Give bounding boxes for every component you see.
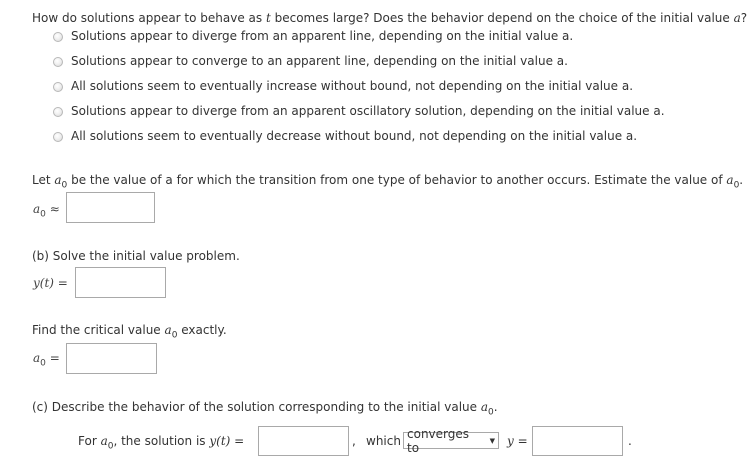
radio-button[interactable] [53, 32, 63, 42]
radio-button[interactable] [53, 82, 63, 92]
a0-variable: a [100, 434, 108, 448]
a0-subscript: 0 [61, 180, 68, 191]
radio-label: Solutions appear to diverge from an apparent line, depending on the initial value a. [71, 29, 574, 43]
solution-is-text: , the solution is [113, 434, 206, 448]
radio-button[interactable] [53, 107, 63, 117]
a0-subscript: 0 [40, 358, 46, 369]
radio-label: Solutions appear to diverge from an apparent oscillatory solution, depending on the initial value a. [71, 104, 665, 118]
radio-label: All solutions seem to eventually decrease without bound, not depending on the initial value a. [71, 129, 638, 143]
prompt-text-2: becomes large? Does the behavior depend on the choice of the initial value [270, 11, 734, 25]
radio-label: All solutions seem to eventually increase without bound, not depending on the initial value a. [71, 79, 634, 93]
a0-subscript: 0 [488, 407, 494, 418]
for-text: For [78, 434, 97, 448]
a0-variable: a [480, 400, 489, 414]
critical-text: Find the critical value [32, 323, 161, 337]
y-of-t-label: y(t) [209, 434, 231, 448]
comma: , [352, 434, 356, 448]
equals-operator: = [517, 434, 528, 448]
let-text: Let [32, 173, 51, 187]
a0-variable: a [726, 173, 734, 187]
a0-subscript: 0 [733, 180, 740, 191]
radio-label: Solutions appear to converge to an apparent line, depending on the initial value a. [71, 54, 568, 68]
period: . [739, 173, 744, 187]
solution-label [33, 276, 68, 290]
behavior-sentence-start [78, 434, 244, 451]
estimate-a0-input[interactable] [66, 192, 155, 223]
select-value: converges to [407, 426, 470, 455]
behavior-solution-input[interactable] [258, 426, 349, 456]
a0-subscript: 0 [171, 330, 178, 341]
y-label: y [507, 434, 514, 448]
equals-operator: = [57, 276, 68, 290]
a0-exact-label [33, 351, 60, 368]
part-b-heading: (b) Solve the initial value problem. [32, 249, 240, 263]
prompt-variable: t [265, 11, 271, 25]
final-period: . [628, 434, 632, 448]
a0-variable: a [164, 323, 172, 337]
equals-operator: = [49, 351, 60, 365]
approx-operator: ≈ [49, 202, 60, 216]
a0-subscript: 0 [40, 209, 46, 220]
prompt-end: ? [740, 11, 748, 25]
a0-variable: a [54, 173, 62, 187]
a0-variable: a [33, 351, 41, 365]
equals-operator: = [234, 434, 245, 448]
a0-exact-input[interactable] [66, 343, 157, 374]
a0-variable: a [33, 202, 41, 216]
part-c-heading [32, 400, 498, 417]
prompt-variable-2: a [733, 11, 741, 25]
question-prompt [32, 11, 747, 25]
radio-button[interactable] [53, 57, 63, 67]
estimate-label [33, 202, 60, 219]
limit-value-input[interactable] [532, 426, 623, 456]
critical-end-text: exactly. [181, 323, 227, 337]
period: . [493, 400, 498, 414]
dropdown-arrow-icon: ▼ [489, 436, 495, 445]
transition-text: be the value of a for which the transition from one type of behavior to another occurs. Estimate the value of [71, 173, 723, 187]
critical-value-prompt [32, 323, 227, 340]
solution-input[interactable] [75, 267, 166, 298]
prompt-text: How do solutions appear to behave as [32, 11, 266, 25]
which-text: which [366, 434, 401, 448]
radio-button[interactable] [53, 132, 63, 142]
a0-subscript: 0 [107, 441, 114, 452]
part-c-text: (c) Describe the behavior of the solution corresponding to the initial value [32, 400, 478, 414]
transition-prompt [32, 173, 743, 190]
y-of-t-label: y(t) [33, 276, 54, 290]
y-equals-label [507, 434, 528, 448]
behavior-select[interactable] [403, 426, 499, 455]
